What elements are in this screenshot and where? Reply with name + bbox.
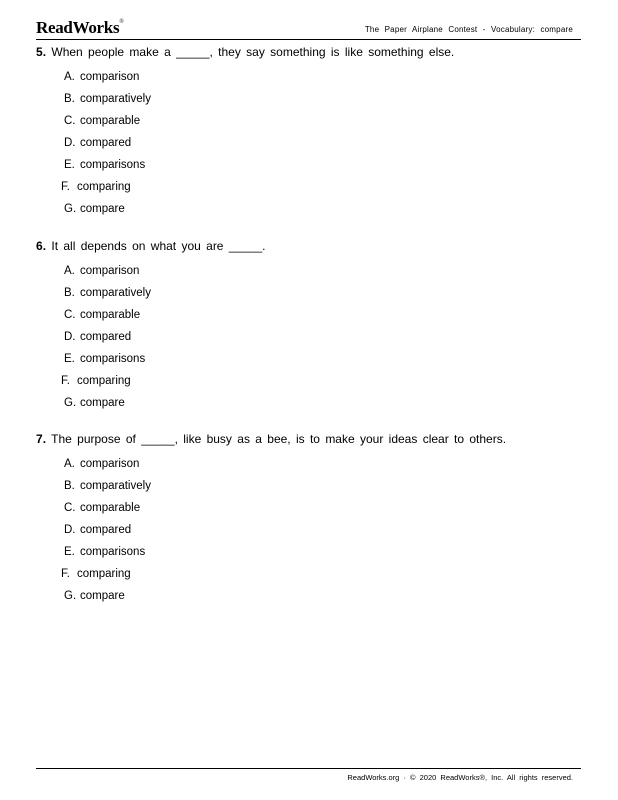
copyright-text: ReadWorks.org · © 2020 ReadWorks®, Inc. All rights reserved. — [347, 773, 573, 782]
option-g[interactable]: G. compare — [64, 397, 125, 409]
question-stem — [36, 45, 596, 59]
option-b[interactable]: B. comparatively — [64, 287, 151, 299]
option-a[interactable]: A. comparison — [64, 265, 140, 277]
option-f[interactable]: F. comparing — [61, 568, 131, 580]
page-footer — [36, 768, 581, 782]
option-f[interactable]: F. comparing — [61, 375, 131, 387]
option-e[interactable]: E. comparisons — [64, 353, 146, 365]
option-d[interactable]: D. compared — [64, 524, 132, 536]
option-c[interactable]: C. comparable — [64, 115, 141, 127]
option-d[interactable]: D. compared — [64, 331, 132, 343]
question-5 — [36, 45, 596, 215]
question-number: 5. — [36, 45, 47, 59]
option-c[interactable]: C. comparable — [64, 502, 141, 514]
option-a[interactable]: A. comparison — [64, 458, 140, 470]
page-header — [36, 18, 581, 40]
option-b[interactable]: B. comparatively — [64, 93, 151, 105]
document-title: The Paper Airplane Contest - Vocabulary: compare — [364, 25, 573, 34]
question-6 — [36, 239, 596, 409]
option-f[interactable]: F. comparing — [61, 181, 131, 193]
question-text: The purpose of _____, like busy as a bee, is to make your ideas clear to others. — [51, 432, 507, 446]
question-stem — [36, 432, 596, 446]
logo-text: ReadWorks — [36, 18, 120, 37]
question-7 — [36, 432, 596, 602]
question-stem — [36, 239, 596, 253]
option-g[interactable]: G. compare — [64, 590, 125, 602]
readworks-logo — [36, 18, 124, 38]
option-c[interactable]: C. comparable — [64, 309, 141, 321]
option-d[interactable]: D. compared — [64, 137, 132, 149]
question-number: 6. — [36, 239, 47, 253]
question-number: 7. — [36, 432, 47, 446]
option-e[interactable]: E. comparisons — [64, 159, 146, 171]
question-text: When people make a _____, they say something is like something else. — [51, 45, 455, 59]
option-a[interactable]: A. comparison — [64, 71, 140, 83]
registered-mark: ® — [119, 19, 124, 25]
option-b[interactable]: B. comparatively — [64, 480, 151, 492]
question-text: It all depends on what you are _____. — [51, 239, 266, 253]
option-g[interactable]: G. compare — [64, 203, 125, 215]
option-e[interactable]: E. comparisons — [64, 546, 146, 558]
